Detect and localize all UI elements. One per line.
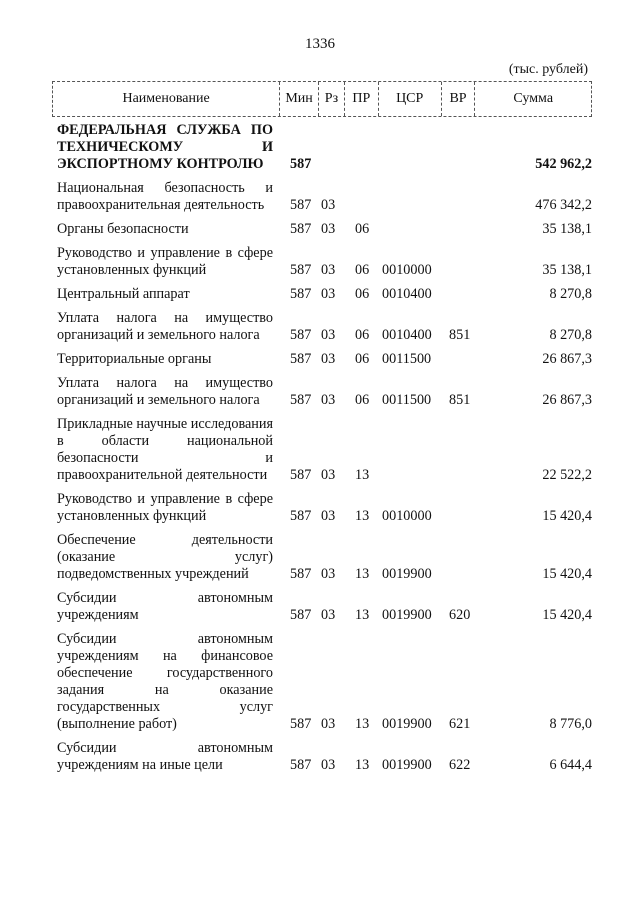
row-pr: 13 bbox=[355, 757, 370, 773]
row-name: Руководство и управление в сфере установленных функций bbox=[57, 491, 273, 524]
row-csr: 0011500 bbox=[382, 351, 432, 367]
row-rz: 03 bbox=[321, 467, 336, 483]
row-pr: 13 bbox=[355, 508, 370, 524]
row-rz: 03 bbox=[321, 197, 336, 213]
row-vr: 851 bbox=[449, 392, 471, 408]
row-min: 587 bbox=[290, 607, 312, 623]
table-row bbox=[52, 180, 592, 214]
row-rz: 03 bbox=[321, 508, 336, 524]
row-rz: 03 bbox=[321, 286, 336, 302]
row-sum: 22 522,2 bbox=[542, 467, 592, 483]
row-name: Обеспечение деятельности (оказание услуг) подведомственных учреждений bbox=[57, 532, 273, 582]
row-pr: 06 bbox=[355, 392, 370, 408]
row-rz: 03 bbox=[321, 392, 336, 408]
header-name: Наименование bbox=[53, 82, 280, 116]
row-vr: 621 bbox=[449, 716, 471, 732]
row-min: 587 bbox=[290, 566, 312, 582]
table-body bbox=[52, 122, 592, 781]
row-min: 587 bbox=[290, 156, 312, 172]
row-sum: 35 138,1 bbox=[542, 262, 592, 278]
row-sum: 35 138,1 bbox=[542, 221, 592, 237]
header-rz: Рз bbox=[319, 82, 345, 116]
row-rz: 03 bbox=[321, 566, 336, 582]
row-min: 587 bbox=[290, 221, 312, 237]
row-name: ФЕДЕРАЛЬНАЯ СЛУЖБА ПО ТЕХНИЧЕСКОМУ И ЭКСПОРТНОМУ КОНТРОЛЮ bbox=[57, 122, 273, 172]
row-vr: 622 bbox=[449, 757, 471, 773]
header-sum: Сумма bbox=[513, 91, 554, 106]
row-name: Прикладные научные исследования в области национальной безопасности и правоохранительной деятельности bbox=[57, 416, 273, 483]
row-sum: 8 270,8 bbox=[549, 286, 592, 302]
table-row bbox=[52, 122, 592, 173]
row-pr: 06 bbox=[355, 286, 370, 302]
row-pr: 13 bbox=[355, 607, 370, 623]
header-vr: ВР bbox=[442, 82, 476, 116]
row-pr: 13 bbox=[355, 467, 370, 483]
row-sum: 15 420,4 bbox=[542, 566, 592, 582]
row-name: Субсидии автономным учреждениям bbox=[57, 590, 273, 623]
table-row bbox=[52, 286, 592, 303]
row-name: Уплата налога на имущество организаций и земельного налога bbox=[57, 310, 273, 343]
row-name: Субсидии автономным учреждениям на иные цели bbox=[57, 740, 273, 773]
row-rz: 03 bbox=[321, 607, 336, 623]
row-name: Центральный аппарат bbox=[57, 286, 190, 302]
row-pr: 06 bbox=[355, 221, 370, 237]
row-csr: 0010400 bbox=[382, 327, 432, 343]
row-name: Национальная безопасность и правоохранительная деятельность bbox=[57, 180, 273, 213]
row-min: 587 bbox=[290, 508, 312, 524]
row-csr: 0019900 bbox=[382, 566, 432, 582]
row-sum: 15 420,4 bbox=[542, 607, 592, 623]
row-csr: 0010400 bbox=[382, 286, 432, 302]
row-pr: 13 bbox=[355, 716, 370, 732]
units-label: (тыс. рублей) bbox=[508, 62, 588, 77]
row-min: 587 bbox=[290, 716, 312, 732]
row-vr: 620 bbox=[449, 607, 471, 623]
row-sum: 476 342,2 bbox=[535, 197, 592, 213]
row-rz: 03 bbox=[321, 351, 336, 367]
row-csr: 0019900 bbox=[382, 607, 432, 623]
row-name: Субсидии автономным учреждениям на финансовое обеспечение государственного задания на оказание государственных услуг (выполнение работ) bbox=[57, 631, 273, 732]
row-pr: 06 bbox=[355, 327, 370, 343]
row-sum: 26 867,3 bbox=[542, 351, 592, 367]
row-rz: 03 bbox=[321, 757, 336, 773]
row-name: Территориальные органы bbox=[57, 351, 212, 367]
table-row bbox=[52, 245, 592, 279]
row-csr: 0010000 bbox=[382, 508, 432, 524]
row-csr: 0019900 bbox=[382, 757, 432, 773]
row-sum: 8 270,8 bbox=[549, 327, 592, 343]
row-sum: 6 644,4 bbox=[549, 757, 592, 773]
header-csr: ЦСР bbox=[379, 82, 442, 116]
row-rz: 03 bbox=[321, 221, 336, 237]
row-sum: 542 962,2 bbox=[535, 156, 592, 172]
row-min: 587 bbox=[290, 757, 312, 773]
table-row bbox=[52, 491, 592, 525]
page-number: 1336 bbox=[305, 36, 335, 52]
row-pr: 13 bbox=[355, 566, 370, 582]
row-min: 587 bbox=[290, 467, 312, 483]
row-min: 587 bbox=[290, 327, 312, 343]
row-csr: 0010000 bbox=[382, 262, 432, 278]
row-sum: 15 420,4 bbox=[542, 508, 592, 524]
row-min: 587 bbox=[290, 286, 312, 302]
table-row bbox=[52, 740, 592, 774]
row-vr: 851 bbox=[449, 327, 471, 343]
row-min: 587 bbox=[290, 262, 312, 278]
header-pr: ПР bbox=[345, 82, 379, 116]
table-row bbox=[52, 631, 592, 733]
row-name: Руководство и управление в сфере установленных функций bbox=[57, 245, 273, 278]
table-row bbox=[52, 416, 592, 484]
table-row bbox=[52, 221, 592, 238]
table-header bbox=[52, 81, 592, 117]
row-rz: 03 bbox=[321, 716, 336, 732]
table-row bbox=[52, 375, 592, 409]
row-name: Уплата налога на имущество организаций и земельного налога bbox=[57, 375, 273, 408]
table-row bbox=[52, 532, 592, 583]
header-min: Мин bbox=[280, 82, 319, 116]
row-csr: 0011500 bbox=[382, 392, 432, 408]
row-min: 587 bbox=[290, 392, 312, 408]
row-csr: 0019900 bbox=[382, 716, 432, 732]
row-sum: 8 776,0 bbox=[549, 716, 592, 732]
row-sum: 26 867,3 bbox=[542, 392, 592, 408]
row-name: Органы безопасности bbox=[57, 221, 189, 237]
row-pr: 06 bbox=[355, 351, 370, 367]
row-pr: 06 bbox=[355, 262, 370, 278]
row-rz: 03 bbox=[321, 262, 336, 278]
row-rz: 03 bbox=[321, 327, 336, 343]
table-row bbox=[52, 351, 592, 368]
row-min: 587 bbox=[290, 197, 312, 213]
table-row bbox=[52, 590, 592, 624]
row-min: 587 bbox=[290, 351, 312, 367]
table-row bbox=[52, 310, 592, 344]
